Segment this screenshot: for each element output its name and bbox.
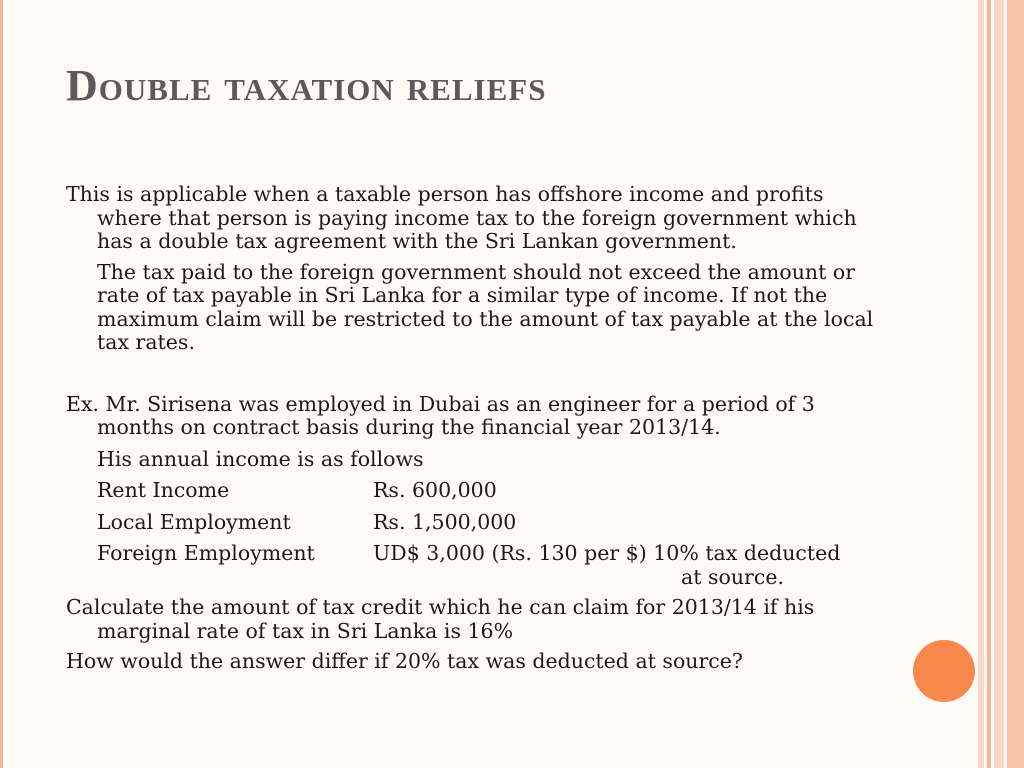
question-20-percent: How would the answer differ if 20% tax was deducted at source? [66,649,743,673]
income-row-local-employment [66,511,886,535]
question-tax-credit: Calculate the amount of tax credit which he can claim for 2013/14 if his marginal rate of tax in Sri Lanka is 16% [66,595,815,643]
slide-body [66,183,886,674]
income-value: UD$ 3,000 (Rs. 130 per $) 10% tax deducted [373,541,841,565]
paragraph-example: Ex. Mr. Sirisena was employed in Dubai as an engineer for a period of 3 months on contract basis during the financial year 2013/14. [66,391,815,439]
paragraph-income-intro: His annual income is as follows [97,446,424,471]
paragraph-limit: The tax paid to the foreign government should not exceed the amount or rate of tax payable in Sri Lanka for a similar type of income. If not the maximum claim will be restricted to the amount of tax payable at the local tax rates. [97,259,874,354]
income-row-rent [66,479,886,503]
income-label: Local Employment [97,509,291,534]
income-value: Rs. 1,500,000 [373,509,517,534]
right-decorative-stripes [978,0,1024,768]
slide-canvas [4,0,978,768]
left-edge-stripe [0,0,3,768]
slide-title: Double taxation reliefs [66,61,547,110]
foreign-employment-continuation: at source. [681,564,784,589]
accent-circle [913,640,975,702]
stripe [994,0,1004,768]
income-value: Rs. 600,000 [373,478,497,502]
stripe [1007,0,1024,768]
income-label: Rent Income [97,478,230,502]
income-label: Foreign Employment [97,541,315,565]
income-row-foreign-employment [66,542,886,566]
paragraph-applicability: This is applicable when a taxable person has offshore income and profits where that person is paying income tax to the foreign government which has a double tax agreement with the Sri Lankan government. [66,182,857,253]
